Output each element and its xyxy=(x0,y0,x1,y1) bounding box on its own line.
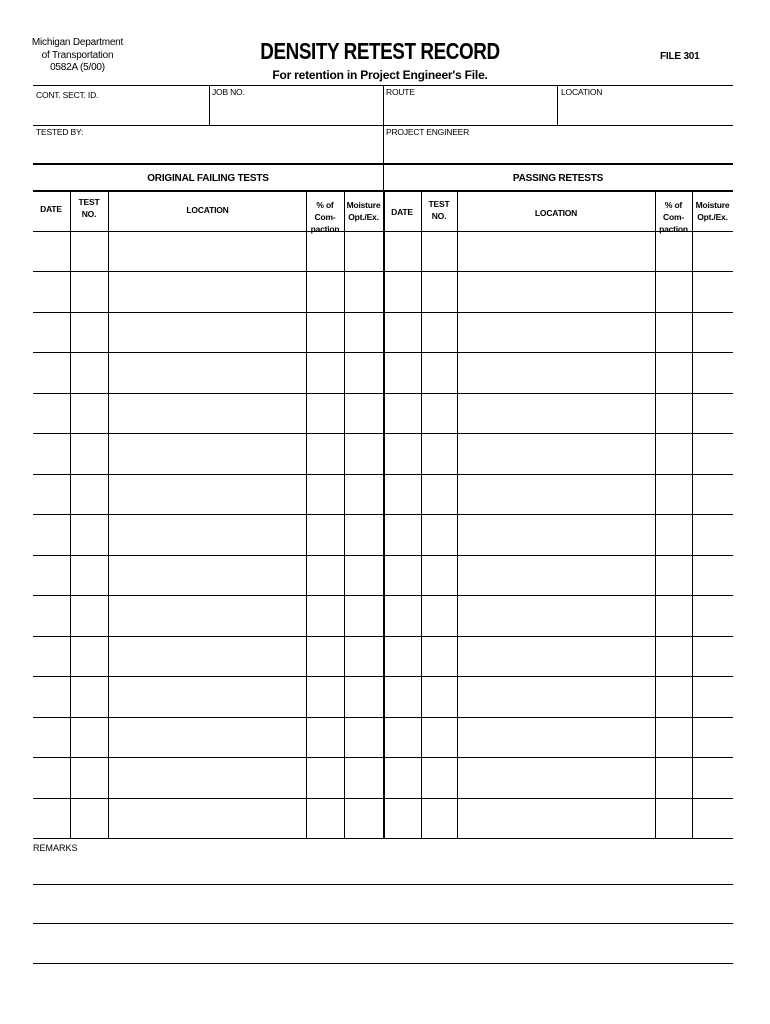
col-compaction-line1: % of Com- xyxy=(314,200,336,222)
original-moisture-cell[interactable] xyxy=(345,434,382,472)
col-test-no-line2: NO. xyxy=(431,211,447,221)
original-date-cell[interactable] xyxy=(34,313,69,351)
col-compaction-passing xyxy=(655,199,692,235)
project-engineer-field[interactable] xyxy=(384,126,732,162)
passing-test-no-cell[interactable] xyxy=(422,353,456,391)
passing-location-cell[interactable] xyxy=(458,272,654,310)
passing-date-cell[interactable] xyxy=(384,799,420,837)
col-compaction-line2: paction xyxy=(310,224,340,234)
col-location-original: LOCATION xyxy=(186,205,229,215)
passing-test-no-cell[interactable] xyxy=(422,272,456,310)
original-moisture-cell[interactable] xyxy=(345,637,382,675)
route-field[interactable] xyxy=(384,86,556,124)
original-compaction-cell[interactable] xyxy=(307,475,343,513)
job-no-label: JOB NO. xyxy=(212,87,245,97)
passing-moisture-cell[interactable] xyxy=(693,556,732,594)
passing-test-no-cell[interactable] xyxy=(422,232,456,270)
original-date-cell[interactable] xyxy=(34,677,69,715)
original-test-no-cell[interactable] xyxy=(71,556,107,594)
original-compaction-cell[interactable] xyxy=(307,799,343,837)
col-moisture-original xyxy=(344,199,383,223)
passing-location-cell[interactable] xyxy=(458,353,654,391)
original-date-cell[interactable] xyxy=(34,799,69,837)
passing-date-cell[interactable] xyxy=(384,596,420,634)
remarks-line[interactable] xyxy=(33,963,733,964)
original-test-no-cell[interactable] xyxy=(71,232,107,270)
original-location-cell[interactable] xyxy=(109,353,305,391)
remarks-line[interactable] xyxy=(33,923,733,924)
original-date-cell[interactable] xyxy=(34,758,69,796)
passing-compaction-cell[interactable] xyxy=(656,596,691,634)
original-date-cell[interactable] xyxy=(34,718,69,756)
original-test-no-cell[interactable] xyxy=(71,313,107,351)
col-compaction-line2: paction xyxy=(659,224,688,234)
passing-compaction-cell[interactable] xyxy=(656,718,691,756)
tested-by-field[interactable] xyxy=(34,126,382,162)
original-location-cell[interactable] xyxy=(109,394,305,432)
passing-compaction-cell[interactable] xyxy=(656,758,691,796)
original-test-no-cell[interactable] xyxy=(71,434,107,472)
passing-date-cell[interactable] xyxy=(384,515,420,553)
passing-date-cell[interactable] xyxy=(384,232,420,270)
passing-date-cell[interactable] xyxy=(384,353,420,391)
passing-date-cell[interactable] xyxy=(384,394,420,432)
project-engineer-label: PROJECT ENGINEER xyxy=(386,127,470,137)
passing-location-cell[interactable] xyxy=(458,434,654,472)
passing-location-cell[interactable] xyxy=(458,637,654,675)
passing-moisture-cell[interactable] xyxy=(693,272,732,310)
original-location-cell[interactable] xyxy=(109,799,305,837)
original-location-cell[interactable] xyxy=(109,434,305,472)
agency-name-line2: of Transportation xyxy=(41,49,114,61)
original-date-cell[interactable] xyxy=(34,596,69,634)
passing-moisture-cell[interactable] xyxy=(693,637,732,675)
original-compaction-cell[interactable] xyxy=(307,394,343,432)
passing-compaction-cell[interactable] xyxy=(656,515,691,553)
original-moisture-cell[interactable] xyxy=(345,556,382,594)
cont-sect-id-field[interactable] xyxy=(34,86,208,124)
original-moisture-cell[interactable] xyxy=(345,353,382,391)
passing-test-no-cell[interactable] xyxy=(422,596,456,634)
passing-moisture-cell[interactable] xyxy=(693,394,732,432)
original-failing-tests-header: ORIGINAL FAILING TESTS xyxy=(147,173,269,184)
original-test-no-cell[interactable] xyxy=(71,677,107,715)
original-test-no-cell[interactable] xyxy=(71,596,107,634)
passing-compaction-cell[interactable] xyxy=(656,799,691,837)
original-date-cell[interactable] xyxy=(34,556,69,594)
passing-location-cell[interactable] xyxy=(458,475,654,513)
passing-test-no-cell[interactable] xyxy=(422,394,456,432)
passing-moisture-cell[interactable] xyxy=(693,758,732,796)
tested-by-label: TESTED BY: xyxy=(36,127,84,137)
original-moisture-cell[interactable] xyxy=(345,475,382,513)
form-number: 0582A (5/00) xyxy=(50,62,105,73)
passing-location-cell[interactable] xyxy=(458,799,654,837)
original-location-cell[interactable] xyxy=(109,677,305,715)
original-date-cell[interactable] xyxy=(34,637,69,675)
original-date-cell[interactable] xyxy=(34,353,69,391)
original-test-no-cell[interactable] xyxy=(71,758,107,796)
col-compaction-line1: % of Com- xyxy=(663,200,684,222)
remarks-line[interactable] xyxy=(33,884,733,885)
original-compaction-cell[interactable] xyxy=(307,434,343,472)
passing-date-cell[interactable] xyxy=(384,434,420,472)
col-compaction-original xyxy=(306,199,344,235)
passing-moisture-cell[interactable] xyxy=(693,677,732,715)
passing-location-cell[interactable] xyxy=(458,232,654,270)
agency-block xyxy=(20,37,135,75)
passing-test-no-cell[interactable] xyxy=(422,799,456,837)
passing-location-cell[interactable] xyxy=(458,596,654,634)
remarks-label: REMARKS xyxy=(33,843,78,853)
passing-date-cell[interactable] xyxy=(384,272,420,310)
col-date-original: DATE xyxy=(40,204,62,214)
passing-moisture-cell[interactable] xyxy=(693,799,732,837)
original-moisture-cell[interactable] xyxy=(345,718,382,756)
passing-date-cell[interactable] xyxy=(384,313,420,351)
passing-compaction-cell[interactable] xyxy=(656,434,691,472)
passing-moisture-cell[interactable] xyxy=(693,434,732,472)
passing-location-cell[interactable] xyxy=(458,556,654,594)
original-location-cell[interactable] xyxy=(109,718,305,756)
original-location-cell[interactable] xyxy=(109,475,305,513)
passing-moisture-cell[interactable] xyxy=(693,515,732,553)
passing-moisture-cell[interactable] xyxy=(693,313,732,351)
original-moisture-cell[interactable] xyxy=(345,596,382,634)
passing-moisture-cell[interactable] xyxy=(693,596,732,634)
original-date-cell[interactable] xyxy=(34,475,69,513)
original-date-cell[interactable] xyxy=(34,232,69,270)
passing-test-no-cell[interactable] xyxy=(422,556,456,594)
passing-date-cell[interactable] xyxy=(384,718,420,756)
original-compaction-cell[interactable] xyxy=(307,272,343,310)
original-location-cell[interactable] xyxy=(109,596,305,634)
original-test-no-cell[interactable] xyxy=(71,272,107,310)
original-moisture-cell[interactable] xyxy=(345,272,382,310)
original-moisture-cell[interactable] xyxy=(345,758,382,796)
original-moisture-cell[interactable] xyxy=(345,515,382,553)
original-date-cell[interactable] xyxy=(34,434,69,472)
original-compaction-cell[interactable] xyxy=(307,758,343,796)
col-test-no-original xyxy=(70,196,108,220)
table-bottom-border xyxy=(33,838,733,839)
passing-test-no-cell[interactable] xyxy=(422,515,456,553)
original-location-cell[interactable] xyxy=(109,313,305,351)
passing-test-no-cell[interactable] xyxy=(422,677,456,715)
passing-date-cell[interactable] xyxy=(384,677,420,715)
cont-sect-id-label: CONT. SECT. ID. xyxy=(36,90,99,100)
passing-test-no-cell[interactable] xyxy=(422,313,456,351)
passing-location-cell[interactable] xyxy=(458,394,654,432)
passing-compaction-cell[interactable] xyxy=(656,272,691,310)
passing-compaction-cell[interactable] xyxy=(656,353,691,391)
original-test-no-cell[interactable] xyxy=(71,353,107,391)
original-compaction-cell[interactable] xyxy=(307,353,343,391)
original-location-cell[interactable] xyxy=(109,637,305,675)
original-date-cell[interactable] xyxy=(34,515,69,553)
col-moisture-passing xyxy=(692,199,733,223)
original-date-cell[interactable] xyxy=(34,394,69,432)
original-moisture-cell[interactable] xyxy=(345,394,382,432)
original-compaction-cell[interactable] xyxy=(307,596,343,634)
route-label: ROUTE xyxy=(386,87,415,97)
col-test-no-line1: TEST xyxy=(78,197,100,207)
col-location-passing: LOCATION xyxy=(534,208,578,218)
passing-compaction-cell[interactable] xyxy=(656,313,691,351)
passing-moisture-cell[interactable] xyxy=(693,718,732,756)
original-location-cell[interactable] xyxy=(109,272,305,310)
passing-location-cell[interactable] xyxy=(458,718,654,756)
original-test-no-cell[interactable] xyxy=(71,718,107,756)
passing-compaction-cell[interactable] xyxy=(656,394,691,432)
passing-location-cell[interactable] xyxy=(458,515,654,553)
passing-compaction-cell[interactable] xyxy=(656,475,691,513)
passing-test-no-cell[interactable] xyxy=(422,434,456,472)
passing-compaction-cell[interactable] xyxy=(656,556,691,594)
original-location-cell[interactable] xyxy=(109,232,305,270)
passing-moisture-cell[interactable] xyxy=(693,232,732,270)
passing-location-cell[interactable] xyxy=(458,313,654,351)
original-test-no-cell[interactable] xyxy=(71,637,107,675)
passing-test-no-cell[interactable] xyxy=(422,637,456,675)
passing-compaction-cell[interactable] xyxy=(656,637,691,675)
col-moisture-line2: Opt./Ex. xyxy=(697,212,728,222)
passing-date-cell[interactable] xyxy=(384,475,420,513)
agency-name-line1: Michigan Department xyxy=(31,37,124,48)
original-moisture-cell[interactable] xyxy=(345,313,382,351)
passing-date-cell[interactable] xyxy=(384,637,420,675)
original-location-cell[interactable] xyxy=(109,556,305,594)
original-compaction-cell[interactable] xyxy=(307,556,343,594)
form-subtitle: For retention in Project Engineer's File. xyxy=(272,68,488,82)
col-moisture-line2: Opt./Ex. xyxy=(348,212,379,222)
original-date-cell[interactable] xyxy=(34,272,69,310)
passing-compaction-cell[interactable] xyxy=(656,677,691,715)
original-test-no-cell[interactable] xyxy=(71,799,107,837)
original-compaction-cell[interactable] xyxy=(307,677,343,715)
location-field[interactable] xyxy=(558,86,732,124)
original-moisture-cell[interactable] xyxy=(345,677,382,715)
original-compaction-cell[interactable] xyxy=(307,637,343,675)
passing-date-cell[interactable] xyxy=(384,758,420,796)
col-moisture-line1: Moisture xyxy=(695,200,730,210)
col-moisture-line1: Moisture xyxy=(346,200,381,210)
original-moisture-cell[interactable] xyxy=(345,232,382,270)
original-test-no-cell[interactable] xyxy=(71,475,107,513)
original-test-no-cell[interactable] xyxy=(71,515,107,553)
original-moisture-cell[interactable] xyxy=(345,799,382,837)
original-compaction-cell[interactable] xyxy=(307,313,343,351)
job-no-field[interactable] xyxy=(210,86,382,124)
passing-test-no-cell[interactable] xyxy=(422,475,456,513)
original-compaction-cell[interactable] xyxy=(307,515,343,553)
passing-test-no-cell[interactable] xyxy=(422,758,456,796)
passing-location-cell[interactable] xyxy=(458,758,654,796)
col-test-no-line2: NO. xyxy=(81,209,97,219)
original-test-no-cell[interactable] xyxy=(71,394,107,432)
passing-location-cell[interactable] xyxy=(458,677,654,715)
col-test-no-passing xyxy=(421,198,457,222)
form-title: DENSITY RETEST RECORD xyxy=(260,38,500,64)
col-test-no-line1: TEST xyxy=(428,199,450,209)
original-compaction-cell[interactable] xyxy=(307,232,343,270)
passing-test-no-cell[interactable] xyxy=(422,718,456,756)
passing-moisture-cell[interactable] xyxy=(693,353,732,391)
passing-compaction-cell[interactable] xyxy=(656,232,691,270)
passing-retests-header: PASSING RETESTS xyxy=(512,173,604,184)
passing-moisture-cell[interactable] xyxy=(693,475,732,513)
original-location-cell[interactable] xyxy=(109,758,305,796)
location-label: LOCATION xyxy=(561,87,603,97)
original-compaction-cell[interactable] xyxy=(307,718,343,756)
col-date-passing: DATE xyxy=(391,207,413,217)
original-location-cell[interactable] xyxy=(109,515,305,553)
passing-date-cell[interactable] xyxy=(384,556,420,594)
file-label: FILE 301 xyxy=(660,51,700,62)
